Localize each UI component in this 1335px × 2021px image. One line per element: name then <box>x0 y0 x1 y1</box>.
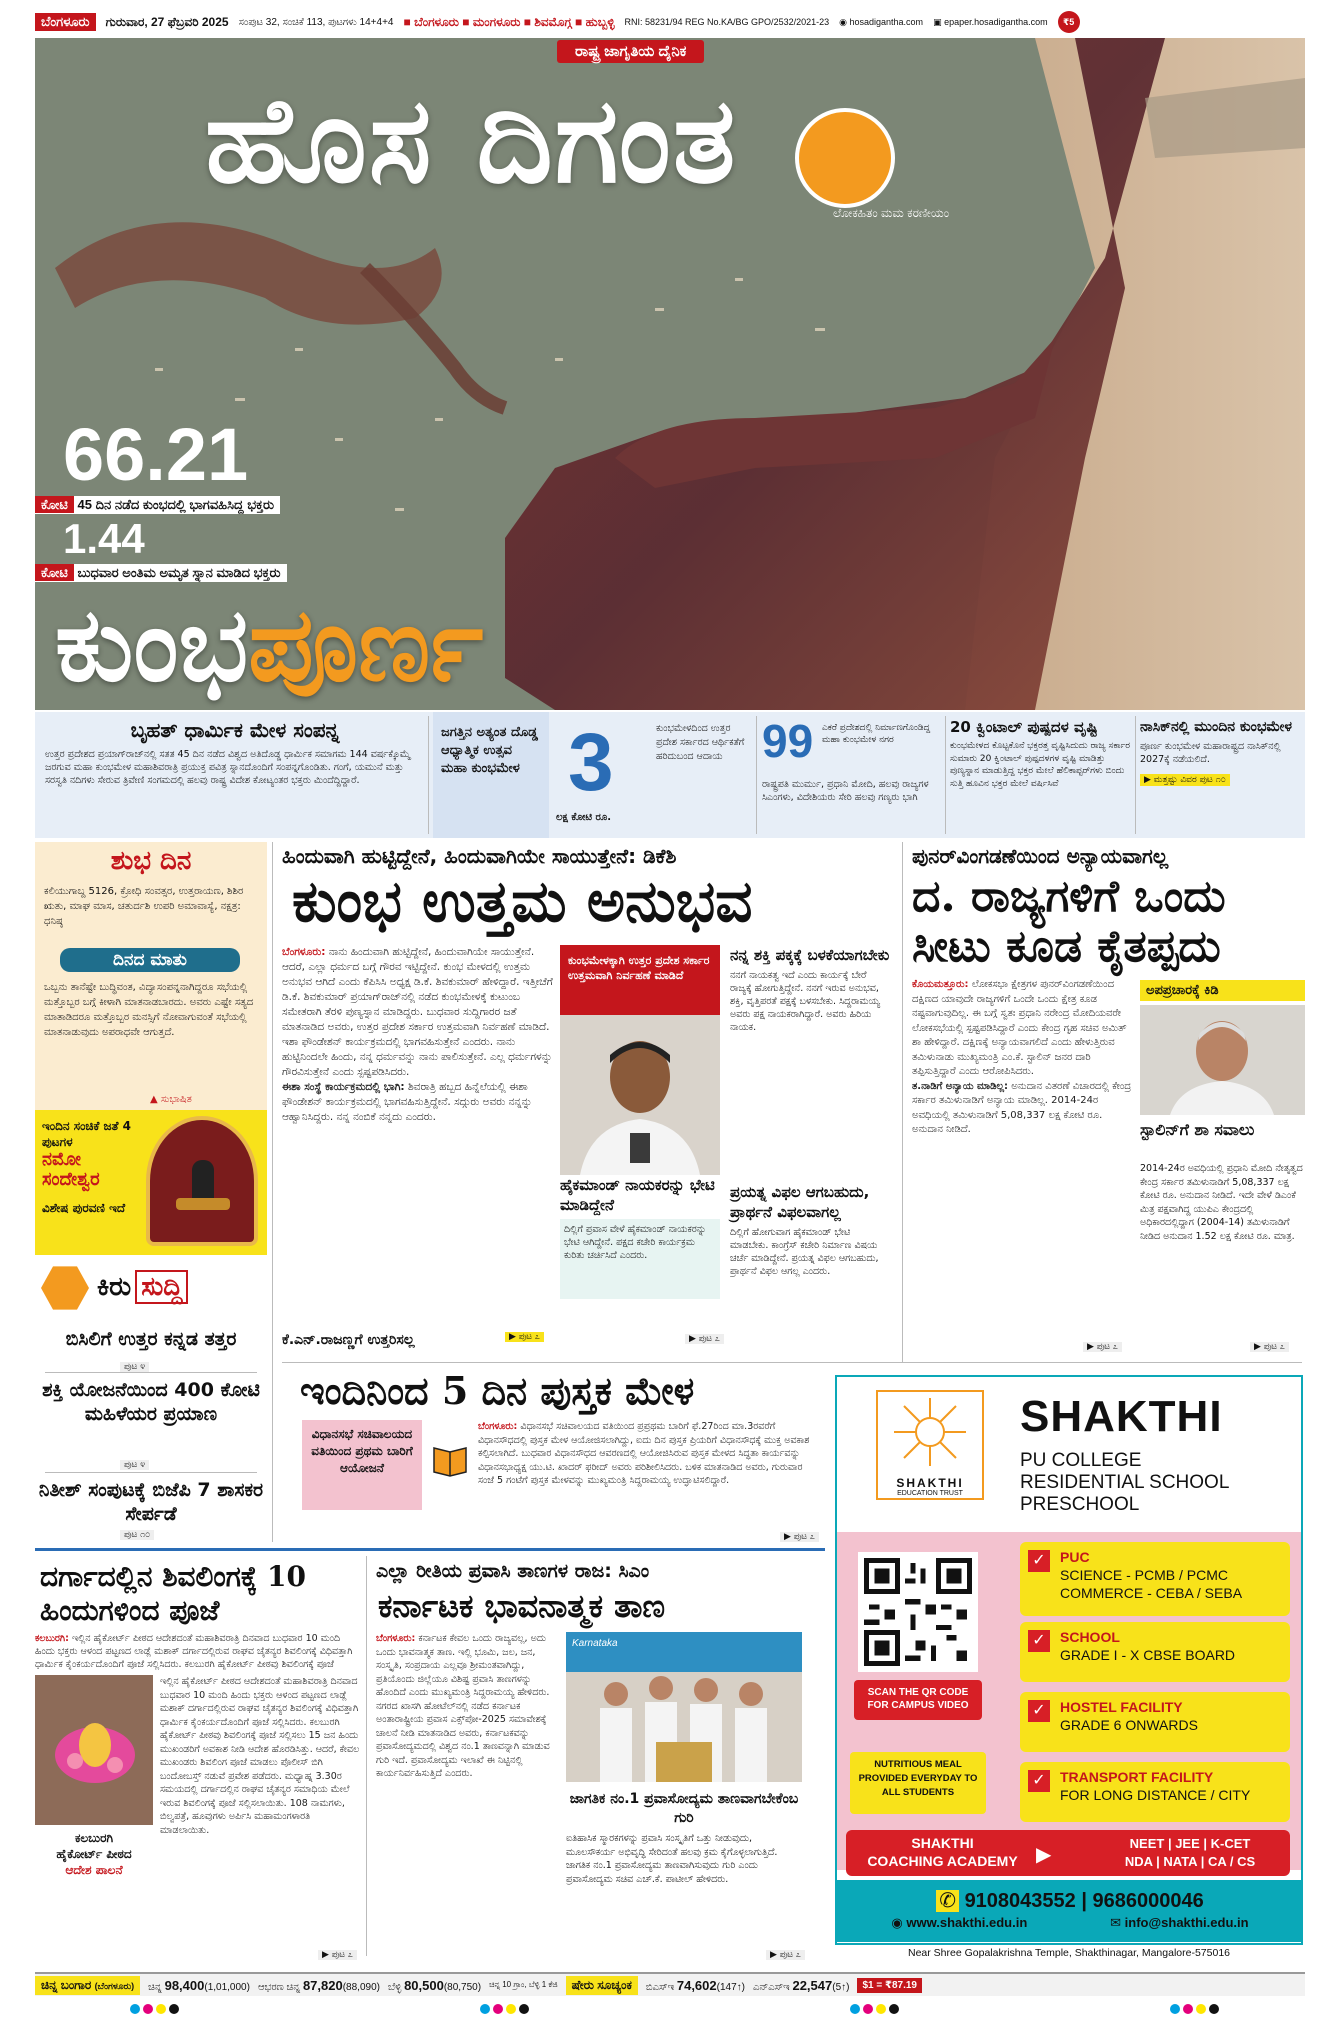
fact-box-2 <box>433 712 549 838</box>
print-color-marks <box>850 2004 910 2014</box>
kiru-suddi-header <box>35 1262 267 1316</box>
coaching-name: SHAKTHI COACHING ACADEMY <box>867 1835 1018 1869</box>
print-color-marks <box>1170 2004 1230 2014</box>
coaching-exams: NEET | JEE | K-CET NDA | NATA | CA / CS <box>1124 1836 1256 1869</box>
ad-institution-3: PRESCHOOL <box>1020 1494 1140 1515</box>
fact-1-title: ಬೃಹತ್ ಧಾರ್ಮಿಕ ಮೇಳ ಸಂಪನ್ನ <box>130 718 340 742</box>
cm-body: ಬೆಂಗಳೂರು: ಕರ್ನಾಟಕ ಕೇವಲ ಒಂದು ರಾಜ್ಯವಲ್ಲ, ಅದು ಒಂದು ಭಾವನಾತ್ಮಕ ತಾಣ. ಇಲ್ಲಿ ಭೂಮಿ, ಜಲ, ಜನ, ಸಂಸ್ಕೃತಿ, ಸಂಪ್ರದಾಯ ಎಲ್ಲವೂ ಶ್ರೀಮಂತವಾಗಿದ್ದು, ಪ್ರತಿಯೊಂದು ಜಿಲ್ಲೆಯೂ ವಿಶಿಷ್ಟ ಪ್ರವಾಸಿ ತಾಣಗಳನ್ನು ಹೊಂದಿದೆ ಎಂದು ಮುಖ್ಯಮಂತ್ರಿ ಸಿದ್ದರಾಮಯ್ಯ ಹೇಳಿದರು. ನಗರದ ಖಾಸಗಿ ಹೋಟೆಲ್‌ನಲ್ಲಿ ನಡೆದ ಕರ್ನಾಟಕ ಅಂತಾರಾಷ್ಟ್ರೀಯ ಪ್ರವಾಸ ಎಕ್ಸ್‌ಪೋ-2025 ಸಮಾವೇಶಕ್ಕೆ ಚಾಲನೆ ನೀಡಿ ಮಾತನಾಡಿದ ಅವರು, ಕರ್ನಾಟಕವನ್ನು ಪ್ರವಾಸೋದ್ಯಮದಲ್ಲಿ ವಿಶ್ವದ ನಂ.1 ತಾಣವನ್ನಾಗಿ ಮಾಡುವ ಗುರಿ ಇದೆ. ಪ್ರವಾಸೋದ್ಯಮ ಇಲಾಖೆ ಈ ನಿಟ್ಟಿನಲ್ಲಿ ಕಾರ್ಯನಿರ್ವಹಿಸುತ್ತಿದೆ ಎಂದರು. <box>376 1633 550 1779</box>
newspaper-logo-icon <box>795 108 895 208</box>
ad-benefit-hostel: ✓ HOSTEL FACILITY GRADE 6 ONWARDS <box>1020 1692 1290 1752</box>
shakthi-logo-trust: EDUCATION TRUST <box>897 1490 963 1497</box>
amit-box-more-link[interactable]: ▶ ಪುಟ ೭ <box>1250 1342 1289 1352</box>
dargah-lede: ಕಲಬುರಗಿ: ಇಲ್ಲಿನ ಹೈಕೋರ್ಟ್ ಪೀಠದ ಆದೇಶದಂತೆ ಮಹಾಶಿವರಾತ್ರಿ ದಿನವಾದ ಬುಧವಾರ 10 ಮಂದಿ ಹಿಂದು ಭಕ್ತರು ಆಳಂದ ಪಟ್ಟಣದ ಲಾಡ್ಲೆ ಮಶಾಕ್ ದರ್ಗಾದಲ್ಲಿರುವ ರಾಘವ ಚೈತನ್ಯರ ಶಿವಲಿಂಗಕ್ಕೆ ವಿಧಿವತ್ತಾಗಿ ಧಾರ್ಮಿಕ ಕೈಂಕರ್ಯದೊಂದಿಗೆ ಪೂಜೆ ಸಲ್ಲಿಸಿದರು. ಕಲಬುರಗಿ ಹೈಕೋರ್ಟ್ ಪೀಠವು ಶಿವಲಿಂಗಕ್ಕೆ ಪೂಜೆ <box>35 1633 353 1670</box>
check-icon: ✓ <box>1028 1550 1050 1572</box>
fact-3-text: ಕುಂಭಮೇಳದಿಂದ ಉತ್ತರ ಪ್ರದೇಶ ಸರ್ಕಾರದ ಆರ್ಥಿಕತೆಗೆ ಹರಿದುಬಂದ ಆದಾಯ <box>656 723 745 762</box>
ad-brand-title: SHAKTHI <box>1020 1392 1223 1441</box>
dks-body: ಬೆಂಗಳೂರು: ನಾನು ಹಿಂದುವಾಗಿ ಹುಟ್ಟಿದ್ದೇನೆ, ಹಿಂದುವಾಗಿಯೇ ಸಾಯುತ್ತೇನೆ. ಆದರೆ, ಎಲ್ಲಾ ಧರ್ಮದ ಬಗ್ಗೆ ಗೌರವ ಇಟ್ಟಿದ್ದೇನೆ. ಕುಂಭ ಮೇಳದಲ್ಲಿ ಉತ್ತಮ ಅನುಭವ ಆಗಿದೆ ಎಂದು ಕೆಪಿಸಿಸಿ ಅಧ್ಯಕ್ಷ ಡಿ.ಕೆ. ಶಿವಕುಮಾರ್ ಹೇಳಿದ್ದಾರೆ. ಇತ್ತೀಚೆಗೆ ಡಿ.ಕೆ. ಶಿವಕುಮಾರ್ ಪ್ರಯಾಗ್‌ರಾಜ್‌ನಲ್ಲಿ ನಡೆದ ಕುಂಭಮೇಳಕ್ಕೆ ಕುಟುಂಬ ಸಮೇತರಾಗಿ ತೆರಳಿ ಪುಣ್ಯಸ್ನಾನ ಮಾಡಿದ್ದರು. ಬುಧವಾರ ಸುದ್ದಿಗಾರರ ಜತೆ ಮಾತನಾಡಿದ ಅವರು, ಉತ್ತರ ಪ್ರದೇಶ ಸರ್ಕಾರ ಉತ್ತಮವಾಗಿ ನಿರ್ವಹಣೆ ಮಾಡಿದೆ. ಇಶಾ ಫೌಂಡೇಶನ್ ಕಾರ್ಯಕ್ರಮದಲ್ಲಿ ಭಾಗವಹಿಸುತ್ತೇನೆ ಎಂದರು. ನಾನು ಹುಟ್ಟಿನಿಂದಲೇ ಹಿಂದು, ನನ್ನ ಧರ್ಮವನ್ನು ನಾನು ಪಾಲಿಸುತ್ತೇನೆ. ಎಲ್ಲ ಧರ್ಮಗಳನ್ನು ಗೌರವಿಸುತ್ತೇನೆ ಎಂದು ಸ್ಪಷ್ಟಪಡಿಸಿದರು. ಈಶಾ ಸಂಸ್ಥೆ ಕಾರ್ಯಕ್ರಮದಲ್ಲಿ ಭಾಗಿ: ಶಿವರಾತ್ರಿ ಹಬ್ಬದ ಹಿನ್ನೆಲೆಯಲ್ಲಿ ಈಶಾ ಫೌಂಡೇಶನ್ ಕಾರ್ಯಕ್ರಮದಲ್ಲಿ ಭಾಗವಹಿಸುತ್ತಿದ್ದೇನೆ. ಸದ್ಗುರು ಅವರು ನನ್ನನ್ನು ಆಹ್ವಾನಿಸಿದ್ದರು. ನನ್ನ ನಂಬಿಕೆ ನನ್ನದು ಎಂದರು. <box>282 946 553 1123</box>
shakthi-sun-logo-icon <box>876 1390 984 1500</box>
rate-note: ಚಿನ್ನ 10 ಗ್ರಾಂ, ಬೆಳ್ಳಿ 1 ಕೆಜಿ <box>489 1980 558 1989</box>
share-index-label: ಷೇರು ಸೂಚ್ಯಂಕ <box>566 1976 638 1995</box>
fact-5-text: ಕುಂಭಮೇಳದ ಕೊಟ್ಟಕೊನೆ ಭಕ್ತರತ್ತ ವೃಷ್ಟಿಸಿದುದು ರಾಜ್ಯ ಸರ್ಕಾರ ಸುಮಾರು 20 ಕ್ವಿಂಟಾಲ್ ಪುಷ್ಪದಳಗಳ ವೃಷ್ಟಿ ಮಾಡಿತ್ತು ಪುಣ್ಯಸ್ನಾನ ಮಾಡುತ್ತಿದ್ದ ಭಕ್ತರ ಮೇಲೆ ಹೆಲಿಕಾಪ್ಟರ್‌ಗಳು ಬಿಂದು ಸುತ್ತಿ ಹೂವಿನ ಭಕ್ತರ ಮೇಲೆ ವರ್ಷಿಸಿವೆ <box>950 741 1130 789</box>
cm-more-link[interactable]: ▶ ಪುಟ ೭ <box>766 1950 805 1960</box>
masthead-issue: ಸಂಪುಟ 32, ಸಂಚಿಕೆ 113, ಪುಟಗಳು 14+4+4 <box>238 16 394 28</box>
qr-code-caption: SCAN THE QR CODE FOR CAMPUS VIDEO <box>854 1680 982 1720</box>
shivalinga-image-icon <box>146 1116 258 1246</box>
fact-3-number: 3 <box>568 717 614 808</box>
dinada-maatu-title: ದಿನದ ಮಾತು <box>60 948 240 972</box>
fact-5-title: 20 ಕ್ವಿಂಟಾಲ್ ಪುಷ್ಪದಳ ವೃಷ್ಟಿ <box>950 718 1098 736</box>
globe-icon: ◉ <box>839 16 847 27</box>
dks-side1-title: ನನ್ನ ಶಕ್ತಿ ಪಕ್ಕಕ್ಕೆ ಬಳಕೆಯಾಗಬೇಕು <box>730 946 890 964</box>
dargah-photo <box>35 1675 153 1825</box>
dks-side2-title: ಹೈಕಮಾಂಡ್ ನಾಯಕರನ್ನು ಭೇಟಿ ಮಾಡಿದ್ದೇನೆ <box>560 1176 715 1214</box>
shakthi-logo-brand: SHAKTHI <box>896 1476 964 1490</box>
ad-address: Near Shree Gopalakrishna Temple, Shakthinagar, Mangalore-575016 <box>907 1947 1230 1959</box>
cm-kicker: ಎಲ್ಲಾ ರೀತಿಯ ಪ್ರವಾಸಿ ತಾಣಗಳ ರಾಜ: ಸಿಎಂ <box>376 1560 650 1582</box>
shubha-dina-text: ಕಲಿಯುಗಾಬ್ದ 5126, ಕ್ರೋಧಿ ಸಂವತ್ಸರ, ಉತ್ತರಾಯಣ, ಶಿಶಿರ ಋತು, ಮಾಘ ಮಾಸ, ಚತುರ್ದಶಿ ಉಪರಿ ಅಮಾವಾಸ್ಯೆ, ನಕ್ಷತ್ರ: ಧನಿಷ್ಠ <box>44 886 244 927</box>
fact-6-more-link[interactable]: ▶ ಮತ್ತಷ್ಟು ವಿವರ ಪುಟ ೧೦ <box>1140 774 1230 786</box>
fact-6-title: ನಾಸಿಕ್‌ನಲ್ಲಿ ಮುಂದಿನ ಕುಂಭಮೇಳ <box>1140 719 1292 735</box>
amit-box-tag: ಅಪಪ್ರಚಾರಕ್ಕೆ ಕಿಡಿ <box>1140 980 1305 1001</box>
dks-side3-text: ದಿಲ್ಲಿಗೆ ಹೋಗುವಾಗ ಹೈಕಮಾಂಡ್ ಭೇಟಿ ಮಾಡಬೇಕು. ಕಾಂಗ್ರೆಸ್ ಕಚೇರಿ ನಿರ್ಮಾಣ ವಿಷಯ ಚರ್ಚೆ ಮಾಡಿದ್ದೇನೆ. ಪ್ರಯತ್ನ ವಿಫಲ ಆಗಬಹುದು, ಪ್ರಾರ್ಥನೆ ವಿಫಲ ಆಗಲ್ಲ ಎಂದರು. <box>730 1227 879 1277</box>
dks-side2-text: ದಿಲ್ಲಿಗೆ ಪ್ರವಾಸ ವೇಳೆ ಹೈಕಮಾಂಡ್ ನಾಯಕರನ್ನು ಭೇಟಿ ಆಗಿದ್ದೇನೆ. ಪಕ್ಷದ ಕಚೇರಿ ಕಾರ್ಯಕ್ರಮ ಕುರಿತು ಚರ್ಚಿಸಿದೆ ಎಂದರು. <box>560 1219 720 1299</box>
ad-benefit-puc: ✓ PUC SCIENCE - PCMB / PCMC COMMERCE - CEBA / SEBA <box>1020 1542 1290 1616</box>
dks-more-link[interactable]: ▶ ಪುಟ ೭ <box>505 1332 544 1342</box>
phone-icon: ✆ <box>936 1890 959 1912</box>
bse-index: ಬಿಎಸ್‌ಇ 74,602(147↑) <box>645 1977 745 1993</box>
amit-more-link[interactable]: ▶ ಪುಟ ೭ <box>1083 1342 1122 1352</box>
supplement-text2: ವಿಶೇಷ ಪುರವಣಿ ಇದೆ <box>42 1201 126 1215</box>
dargah-photo-caption: ಕಲಬುರಗಿ ಹೈಕೋರ್ಟ್ ಪೀಠದ ಆದೇಶ ಪಾಲನೆ <box>56 1831 132 1877</box>
print-color-marks <box>130 2004 190 2014</box>
epaper-icon: ▣ <box>933 16 942 27</box>
play-arrow-icon: ▶ <box>1036 1844 1052 1866</box>
amit-kicker: ಪುನರ್‌ವಿಂಗಡಣೆಯಿಂದ ಅನ್ಯಾಯವಾಗಲ್ಲ <box>912 844 1169 868</box>
edition-item[interactable]: ■ ಶಿವಮೊಗ್ಗ <box>523 14 572 29</box>
fact-6-text: ಪೂರ್ಣ ಕುಂಭಮೇಳ ಮಹಾರಾಷ್ಟ್ರದ ನಾಸಿಕ್‌ನಲ್ಲಿ 2027ಕ್ಕೆ ನಡೆಯಲಿದೆ. <box>1140 741 1281 765</box>
dks-sidebar-2 <box>560 1175 720 1299</box>
fact-box-6 <box>1140 718 1300 786</box>
fact-4-text1: ಎಕರೆ ಪ್ರದೇಶದಲ್ಲಿ ನಿರ್ಮಾಣಗೊಂಡಿದ್ದ ಮಹಾ ಕುಂಭಮೇಳ ನಗರ <box>822 723 931 745</box>
final-bath-caption: ಕೋಟಿ ಬುಧವಾರ ಅಂತಿಮ ಅಮೃತ ಸ್ನಾನ ಮಾಡಿದ ಭಕ್ತರು <box>35 564 287 582</box>
masthead-date: ಗುರುವಾರ, 27 ಫೆಬ್ರವರಿ 2025 <box>105 14 229 29</box>
cm-subhead: ಜಾಗತಿಕ ನಂ.1 ಪ್ರವಾಸೋದ್ಯಮ ತಾಣವಾಗಬೇಕೆಂಬ ಗುರಿ <box>569 1791 799 1826</box>
short-news-1[interactable]: ಬಿಸಿಲಿಗೆ ಉತ್ತರ ಕನ್ನಡ ತತ್ತರ <box>65 1328 237 1350</box>
fact-4-number: 99 <box>762 715 814 767</box>
cm-photo-label: Karnataka <box>572 1638 618 1649</box>
newspaper-title: ಹೊಸ ದಿಗಂತ <box>205 70 738 209</box>
fact-4-text2: ರಾಷ್ಟ್ರಪತಿ ಮುರ್ಮು, ಪ್ರಧಾನಿ ಮೋದಿ, ಹಲವು ರಾಜ್ಯಗಳ ಸಿಎಂಗಳು, ವಿದೇಶಿಯರು ಸೇರಿ ಹಲವು ಗಣ್ಯರು ಭಾಗಿ <box>762 779 929 803</box>
mail-icon: ✉ <box>1110 1915 1122 1930</box>
cm-photo <box>566 1632 802 1782</box>
book-icon <box>430 1440 470 1480</box>
dargah-headline[interactable]: ದರ್ಗಾದಲ್ಲಿನ ಶಿವಲಿಂಗಕ್ಕೆ 10 ಹಿಂದುಗಳಿಂದ ಪೂಜೆ <box>40 1560 306 1627</box>
dks-side1-text: ನನಗೆ ನಾಯಕತ್ವ ಇದೆ ಎಂದು ಕಾರ್ಯಕ್ಕೆ ಬೇರೆ ರಾಜ್ಯಕ್ಕೆ ಹೋಗುತ್ತಿದ್ದೇನೆ. ನನಗೆ ಇರುವ ಅನುಭವ, ಶಕ್ತಿ, ವೃತ್ತಿಪರತೆ ಪಕ್ಷಕ್ಕೆ ಬಳಸಬೇಕು. ಸಿದ್ದರಾಮಯ್ಯ ಅವರು ಪಕ್ಷ ನಾಯಕರಾಗಿದ್ದಾರೆ. ಅವರು ಹಿರಿಯ ನಾಯಕ. <box>730 970 881 1033</box>
dks-subhead-rajanna: ಕೆ.ಎನ್.ರಾಜಣ್ಣಗೆ ಉತ್ತರಿಸಲ್ಲ <box>282 1332 415 1348</box>
globe-icon: ◉ <box>891 1915 903 1930</box>
short-news-3-page[interactable]: ಪುಟ ೧೦ <box>120 1530 154 1540</box>
dks-more-link-2[interactable]: ▶ ಪುಟ ೭ <box>685 1334 724 1344</box>
edition-item[interactable]: ■ ಬೆಂಗಳೂರು <box>403 14 459 29</box>
dks-sidebar-3 <box>730 1182 890 1331</box>
newspaper-motto: ಲೋಕಹಿತಂ ಮಮ ಕರಣೀಯಂ <box>833 206 950 220</box>
ad-institution-2: RESIDENTIAL SCHOOL <box>1020 1472 1230 1493</box>
ad-web-line <box>850 1915 1290 1931</box>
devotee-total-caption: ಕೋಟಿ 45 ದಿನ ನಡೆದ ಕುಂಭದಲ್ಲಿ ಭಾಗವಹಿಸಿದ್ದ ಭಕ್ತರು <box>35 496 280 514</box>
hero-headline-part2: ಪೂರ್ಣ <box>248 585 484 705</box>
amit-box-text: 2014-24ರ ಅವಧಿಯಲ್ಲಿ ಪ್ರಧಾನಿ ಮೋದಿ ನೇತೃತ್ವದ ಕೇಂದ್ರ ಸರ್ಕಾರ ತಮಿಳುನಾಡಿಗೆ 5,08,337 ಲಕ್ಷ ಕೋಟಿ ರೂ. ಅನುದಾನ ನೀಡಿದೆ. ಇದೇ ವೇಳೆ ಡಿಎಂಕೆ ಮಿತ್ರ ಪಕ್ಷವಾಗಿದ್ದ ಯುಪಿಎ ಕೇಂದ್ರದಲ್ಲಿ ಅಧಿಕಾರದಲ್ಲಿದ್ದಾಗ (2004-14) ತಮಿಳುನಾಡಿಗೆ ನೀಡಿದ ಅನುದಾನ 1.52 ಲಕ್ಷ ಕೋಟಿ ರೂ. ಮಾತ್ರ. <box>1140 1163 1303 1242</box>
short-news-3[interactable]: ನಿತೀಶ್ ಸಂಪುಟಕ್ಕೆ ಬಿಜೆಪಿ 7 ಶಾಸಕರ ಸೇರ್ಪಡೆ <box>38 1479 264 1525</box>
dks-sidebar-1 <box>730 945 890 1159</box>
dollar-rate: $1 = ₹87.19 <box>857 1978 922 1993</box>
shubha-dina-title: ಶುಭ ದಿನ <box>110 846 192 876</box>
ad-benefit-transport: ✓ TRANSPORT FACILITY FOR LONG DISTANCE / CITY <box>1020 1762 1290 1822</box>
dargah-body: ಇಲ್ಲಿನ ಹೈಕೋರ್ಟ್ ಪೀಠದ ಆದೇಶದಂತೆ ಮಹಾಶಿವರಾತ್ರಿ ದಿನವಾದ ಬುಧವಾರ 10 ಮಂದಿ ಹಿಂದು ಭಕ್ತರು ಆಳಂದ ಪಟ್ಟಣದ ಲಾಡ್ಲೆ ಮಶಾಕ್ ದರ್ಗಾದಲ್ಲಿರುವ ರಾಘವ ಚೈತನ್ಯರ ಶಿವಲಿಂಗಕ್ಕೆ ವಿಧಿವತ್ತಾಗಿ ಧಾರ್ಮಿಕ ಕೈಂಕರ್ಯದೊಂದಿಗೆ ಪೂಜೆ ಸಲ್ಲಿಸಿದರು. ಕಲಬುರಗಿ ಹೈಕೋರ್ಟ್ ಪೀಠವು ಶಿವಲಿಂಗಕ್ಕೆ ಪೂಜೆ ಸಲ್ಲಿಸಲು 15 ಜನ ಹಿಂದು ಮುಖಂಡರಿಗೆ ಅವಕಾಶ ನೀಡಿ ಆದೇಶ ಹೊರಡಿಸಿತ್ತು. ಆದರೆ, ಕೇವಲ ಮುಖಂಡರು ಶಿವಲಿಂಗ ಪೂಜೆ ಮಾಡಲು ಪೊಲೀಸ್ ಬಿಗಿ ಬಂದೋಬಸ್ತ್ ನಡುವೆ ಪ್ರವೇಶ ಪಡೆದರು. ಮಧ್ಯಾಹ್ನ 3.30ರ ಸಮಯದಲ್ಲಿ ದರ್ಗಾದಲ್ಲಿನ ರಾಘವ ಚೈತನ್ಯರ ಸಮಾಧಿಯ ಮೇಲೆ ಇರುವ ಶಿವಲಿಂಗಕ್ಕೆ ಪೂಜೆ ಸಲ್ಲಿಸಲಾಯಿತು. 108 ನಾಮಗಳು, ಬಿಲ್ವಪತ್ರೆ, ಹೂವುಗಳು ಅರ್ಪಿಸಿ ಮಹಾಮಂಗಳಾರತಿ ಮಾಡಲಾಯಿತು. <box>160 1676 360 1836</box>
cm-event-photo <box>566 1632 802 1782</box>
amit-photo <box>1140 1005 1305 1115</box>
book-fair-tag: ವಿಧಾನಸಭೆ ಸಚಿವಾಲಯದ ವತಿಯಿಂದ ಪ್ರಥಮ ಬಾರಿಗೆ ಆಯೋಜನೆ <box>302 1420 422 1510</box>
ad-institution-1: PU COLLEGE <box>1020 1450 1142 1471</box>
check-icon: ✓ <box>1028 1770 1050 1792</box>
dinada-maatu-source: ▲ ಸುಭಾಷಿತ <box>150 1094 192 1105</box>
edition-item[interactable]: ■ ಮಂಗಳೂರು <box>462 14 521 29</box>
book-fair-body: ಬೆಂಗಳೂರು: ವಿಧಾನಸಭೆ ಸಚಿವಾಲಯದ ವತಿಯಿಂದ ಪ್ರಪ್ರಥಮ ಬಾರಿಗೆ ಫೆ.27ರಿಂದ ಮಾ.3ರವರೆಗೆ ವಿಧಾನಸೌಧದಲ್ಲಿ ಪುಸ್ತಕ ಮೇಳ ಆಯೋಜಿಸಲಾಗಿದ್ದು, ಐದು ದಿನ ಪುಸ್ತಕ ಪ್ರಿಯರಿಗೆ ವಿಧಾನಸೌಧಕ್ಕೆ ಮುಕ್ತ ಅವಕಾಶ ಕಲ್ಪಿಸಲಾಗಿದೆ. ಬುಧವಾರ ವಿಧಾನಸೌಧದ ಆವರಣದಲ್ಲಿ ಆಯೋಜಿಸಿರುವ ಪುಸ್ತಕ ಮೇಳದ ಸಿದ್ಧತಾ ಕಾರ್ಯವನ್ನು ವಿಧಾನಸಭಾಧ್ಯಕ್ಷ ಯು.ಟಿ. ಖಾದರ್ ಫರೀದ್ ಅವರು ಪರಿಶೀಲಿಸಿದರು. ಬಳಿಕ ಮಾತನಾಡಿದ ಅವರು, ಗುರುವಾರ ಸಂಜೆ 5 ಗಂಟೆಗೆ ಪುಸ್ತಕ ಮೇಳವನ್ನು ಮುಖ್ಯಮಂತ್ರಿ ಸಿದ್ದರಾಮಯ್ಯ ಉದ್ಘಾಟಿಸಲಿದ್ದಾರೆ. <box>478 1421 810 1486</box>
short-news-1-page[interactable]: ಪುಟ ೪ <box>120 1362 149 1372</box>
masthead-city: ಬೆಂಗಳೂರು <box>35 13 96 31</box>
fact-box-1 <box>45 718 425 818</box>
website-link[interactable]: ◉ hosadigantha.com <box>839 16 924 27</box>
final-bath-number: 1.44 <box>63 515 145 562</box>
rni-number: RNI: 58231/94 REG No.KA/BG GPO/2532/2021-23 <box>624 17 830 27</box>
fact-3-unit: ಲಕ್ಷ ಕೋಟಿ ರೂ. <box>556 812 612 823</box>
ad-phone-2: 9686000046 <box>1092 1890 1204 1912</box>
ad-institutions <box>1020 1450 1229 1516</box>
print-color-marks <box>480 2004 540 2014</box>
hero-headline <box>55 585 484 705</box>
market-ticker <box>35 1972 1305 1996</box>
fact-2-text: ಜಗತ್ತಿನ ಅತ್ಯಂತ ದೊಡ್ಡ ಆಧ್ಯಾತ್ಮಿಕ ಉತ್ಸವ ಮಹಾ ಕುಂಭಮೇಳ <box>441 725 538 776</box>
ad-website[interactable]: ◉ www.shakthi.edu.in <box>891 1915 1028 1930</box>
qr-code-icon[interactable] <box>858 1552 978 1672</box>
dks-photo-caption: ಕುಂಭಮೇಳಕ್ಕಾಗಿ ಉತ್ತರ ಪ್ರದೇಶ ಸರ್ಕಾರ ಉತ್ತಮವಾಗಿ ನಿರ್ವಹಣೆ ಮಾಡಿದೆ <box>560 945 720 1015</box>
check-icon: ✓ <box>1028 1700 1050 1722</box>
dks-headline[interactable]: ಕುಂಭ ಉತ್ತಮ ಅನುಭವ <box>292 867 753 935</box>
supplement-title: ನಮೋ ಸಂದೇಶ್ವರ <box>42 1149 100 1190</box>
dks-kicker: ಹಿಂದುವಾಗಿ ಹುಟ್ಟಿದ್ದೇನೆ, ಹಿಂದುವಾಗಿಯೇ ಸಾಯುತ್ತೇನೆ: ಡಿಕೆಶಿ <box>282 844 677 868</box>
jewellery-gold-rate: ಆಭರಣ ಚಿನ್ನ 87,820(88,090) <box>257 1977 380 1993</box>
cm-headline[interactable]: ಕರ್ನಾಟಕ ಭಾವನಾತ್ಮಕ ತಾಣ <box>378 1587 666 1625</box>
check-icon: ✓ <box>1028 1630 1050 1652</box>
amit-headline[interactable]: ದ. ರಾಜ್ಯಗಳಿಗೆ ಒಂದು ಸೀಟು ಕೂಡ ಕೈತಪ್ಪದು <box>912 871 1226 972</box>
devotee-total-number: 66.21 <box>63 413 249 496</box>
kiru-suddi-title: ಕಿರು ಸುದ್ದಿ <box>97 1272 188 1303</box>
gold-rate-label: ಚಿನ್ನ ಬಂಗಾರ (ಬೆಂಗಳೂರು) <box>35 1976 140 1995</box>
gold-rate: ಚಿನ್ನ 98,400(1,01,000) <box>148 1977 250 1993</box>
dks-side3-title: ಪ್ರಯತ್ನ ವಿಫಲ ಆಗಬಹುದು, ಪ್ರಾರ್ಥನೆ ವಿಫಲವಾಗಲ್ಲ <box>730 1183 870 1221</box>
amit-body: ಕೊಯಮತ್ತೂರು: ಲೋಕಸಭಾ ಕ್ಷೇತ್ರಗಳ ಪುನರ್‌ವಿಂಗಡಣೆಯಿಂದ ದಕ್ಷಿಣದ ಯಾವುದೇ ರಾಜ್ಯಗಳಿಗೆ ಒಂದೇ ಒಂದು ಕ್ಷೇತ್ರ ಕೂಡ ನಷ್ಟವಾಗುವುದಿಲ್ಲ. ಈ ಬಗ್ಗೆ ಸ್ವತಃ ಪ್ರಧಾನಿ ನರೇಂದ್ರ ಮೋದಿಯವರೇ ಲೋಕಸಭೆಯಲ್ಲಿ ಸ್ಪಷ್ಟಪಡಿಸಿದ್ದಾರೆ ಎಂದು ಕೇಂದ್ರ ಗೃಹ ಸಚಿವ ಅಮಿತ್ ಶಾ ಹೇಳಿದ್ದಾರೆ. ದಕ್ಷಿಣಕ್ಕೆ ಅನ್ಯಾಯವಾಗಲಿದೆ ಎಂದು ಹೇಳುತ್ತಿರುವ ತಮಿಳುನಾಡು ಮುಖ್ಯಮಂತ್ರಿ ಎಂ.ಕೆ. ಸ್ಟಾಲಿನ್ ಜನರ ದಾರಿ ತಪ್ಪಿಸುತ್ತಿದ್ದಾರೆ ಎಂದು ಆರೋಪಿಸಿದರು. ತ.ನಾಡಿಗೆ ಅನ್ಯಾಯ ಮಾಡಿಲ್ಲ: ಅನುದಾನ ವಿತರಣೆ ವಿಚಾರದಲ್ಲಿ ಕೇಂದ್ರ ಸರ್ಕಾರ ತಮಿಳುನಾಡಿಗೆ ಅನ್ಯಾಯ ಮಾಡಿಲ್ಲ. 2014-24ರ ಅವಧಿಯಲ್ಲಿ ತಮಿಳುನಾಡಿಗೆ 5,08,337 ಲಕ್ಷ ಕೋಟಿ ರೂ. ಅನುದಾನ ನೀಡಿದೆ. <box>912 979 1132 1135</box>
fact-box-5 <box>950 718 1130 828</box>
ad-meal-note: NUTRITIOUS MEAL PROVIDED EVERYDAY TO ALL STUDENTS <box>850 1752 986 1814</box>
silver-rate: ಬೆಳ್ಳಿ 80,500(80,750) <box>387 1977 482 1993</box>
dks-portrait-image <box>560 1015 720 1175</box>
ad-email[interactable]: ✉ info@shakthi.edu.in <box>1110 1915 1249 1930</box>
supplement-text1: ಇಂದಿನ ಸಂಚಿಕೆ ಜತೆ 4 ಪುಟಗಳ <box>42 1119 131 1149</box>
dks-photo <box>560 1015 720 1175</box>
short-news-2[interactable]: ಶಕ್ತಿ ಯೋಜನೆಯಿಂದ 400 ಕೋಟಿ ಮಹಿಳೆಯರ ಪ್ರಯಾಣ <box>42 1379 260 1425</box>
book-fair-more-link[interactable]: ▶ ಪುಟ ೭ <box>780 1532 819 1542</box>
epaper-link[interactable]: ▣ epaper.hosadigantha.com <box>933 16 1048 27</box>
ad-phone-1: 9108043552 <box>964 1890 1076 1912</box>
shivalinga-photo <box>35 1675 153 1825</box>
ad-benefit-school: ✓ SCHOOL GRADE I - X CBSE BOARD <box>1020 1622 1290 1682</box>
amit-portrait-image <box>1140 1005 1305 1115</box>
nse-index: ಎನ್‌ಎಸ್‌ಇ 22,547(5↑) <box>752 1977 850 1993</box>
ad-coaching-band <box>846 1830 1290 1876</box>
amit-box-title: ಸ್ಟಾಲಿನ್‌ಗೆ ಶಾ ಸವಾಲು <box>1140 1120 1255 1139</box>
fact-1-text: ಉತ್ತರ ಪ್ರದೇಶದ ಪ್ರಯಾಗ್‌ರಾಜ್‌ನಲ್ಲಿ ಸತತ 45 ದಿನ ನಡೆದ ವಿಶ್ವದ ಅತಿದೊಡ್ಡ ಧಾರ್ಮಿಕ ಸಮಾಗಮ 144 ವರ್ಷಕ್ಕೊಮ್ಮೆ ಜರಗುವ ಮಹಾ ಕುಂಭಮೇಳ ಮಹಾಶಿವರಾತ್ರಿ ಪ್ರಯುಕ್ತ ಪವಿತ್ರ ಸ್ನಾನದೊಂದಿಗೆ ಸಂಪನ್ನಗೊಂಡಿತು. ಗಂಗೆ, ಯಮುನೆ ಮತ್ತು ಸರಸ್ವತಿ ನದಿಗಳು ಸೇರುವ ತ್ರಿವೇಣಿ ಸಂಗಮದಲ್ಲಿ ಹಲವು ರಾಷ್ಟ್ರ ವಿದೇಶ ಕೋಟ್ಯಂತರ ಭಕ್ತರು ಮಿಂದೆದ್ದಿದ್ದಾರೆ. <box>45 749 411 786</box>
price-badge: ₹5 <box>1058 11 1080 33</box>
edition-item[interactable]: ■ ಹುಬ್ಬಳ್ಳಿ <box>574 14 615 29</box>
hero-photo-section <box>35 38 1305 710</box>
dargah-more-link[interactable]: ▶ ಪುಟ ೭ <box>318 1950 357 1960</box>
dinada-maatu-text: ಒಬ್ಬನು ತಾನೆಷ್ಟೇ ಬುದ್ಧಿವಂತ, ವಿದ್ಯಾಸಂಪನ್ನನಾಗಿದ್ದರೂ ಸಭೆಯಲ್ಲಿ ಮತ್ತೊಬ್ಬರ ಬಗ್ಗೆ ಕೀಳಾಗಿ ಮಾತನಾಡಬಾರದು. ಅವರು ಎಷ್ಟೇ ಸತ್ಯದ ಮಾತಾಡಿದರೂ ಮತ್ತೊಬ್ಬರ ಮನಸ್ಸಿಗೆ ನೋವಾಗುವಂತೆ ಸಭೆಯಲ್ಲಿ ಮಾತನಾಡುವುದು ಅಪರಾಧವೇ ಆಗುತ್ತದೆ. <box>44 982 254 1038</box>
hero-headline-part1: ಕುಂಭ <box>55 585 249 705</box>
fact-box-3 <box>556 717 756 832</box>
ad-phone-line[interactable]: ✆ 9108043552 | 9686000046 <box>850 1888 1290 1913</box>
short-news-2-page[interactable]: ಪುಟ ೪ <box>120 1460 149 1470</box>
hand-pointer-icon <box>41 1264 89 1312</box>
book-fair-headline[interactable]: ಇಂದಿನಿಂದ 5 ದಿನ ಪುಸ್ತಕ ಮೇಳ <box>300 1368 695 1413</box>
cm-sub-text: ಐತಿಹಾಸಿಕ ಸ್ಮಾರಕಗಳನ್ನು ಪ್ರವಾಸಿ ಸಂಸ್ಕೃತಿಗೆ ಒತ್ತು ನೀಡುವುದು, ಮೂಲಸೌಕರ್ಯ ಅಭಿವೃದ್ಧಿ ಸೇರಿದಂತೆ ಹಲವು ಕ್ರಮ ಕೈಗೊಳ್ಳಲಾಗುತ್ತಿದೆ. ಜಾಗತಿಕ ನಂ.1 ಪ್ರವಾಸೋದ್ಯಮ ತಾಣವಾಗಿಸುವುದು ಗುರಿ ಎಂದು ಪ್ರವಾಸೋದ್ಯಮ ಸಚಿವ ಎಚ್.ಕೆ. ಪಾಟೀಲ್ ಹೇಳಿದರು. <box>566 1833 778 1885</box>
masthead-info-strip <box>35 8 1305 36</box>
edition-list <box>403 15 614 30</box>
masthead-tagline: ರಾಷ್ಟ್ರ ಜಾಗೃತಿಯ ದೈನಿಕ <box>557 40 704 63</box>
